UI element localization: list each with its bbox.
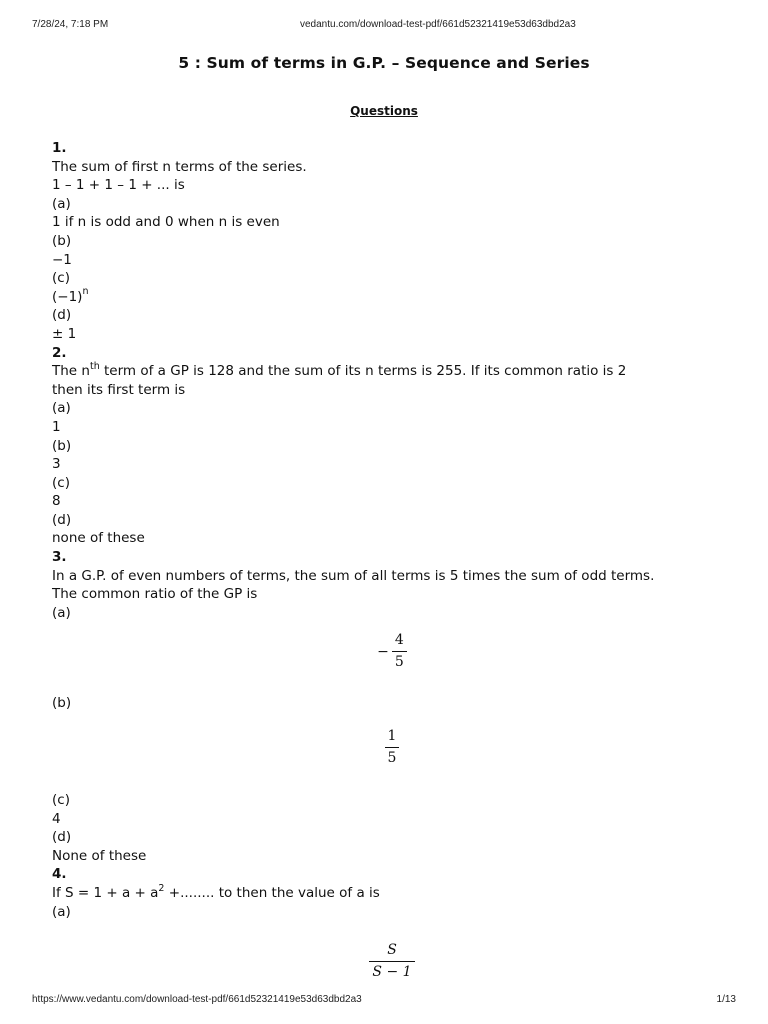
q3-option-a-fraction: [52, 622, 732, 692]
q3-text-line2: The common ratio of the GP is: [52, 586, 258, 603]
q4-option-a-label: (a): [52, 903, 71, 920]
q4-option-a-fraction: [52, 921, 732, 981]
q3-option-a-sign: −: [377, 643, 389, 660]
q1-option-b: −1: [52, 251, 72, 268]
q3-text-line1: In a G.P. of even numbers of terms, the sum of all terms is 5 times the sum of odd terms.: [52, 567, 655, 584]
q1-option-c-label: (c): [52, 270, 70, 287]
q2-option-a: 1: [52, 418, 61, 435]
q3-option-c-label: (c): [52, 792, 70, 809]
print-header-url: vedantu.com/download-test-pdf/661d52321419e53d63dbd2a3: [300, 19, 576, 30]
q3-option-b-numerator: 1: [387, 728, 397, 745]
q1-option-d: ± 1: [52, 325, 77, 342]
q3-option-a-numerator: 4: [394, 632, 404, 649]
q1-option-d-label: (d): [52, 307, 72, 324]
questions-heading: Questions: [350, 104, 418, 118]
q2-option-a-label: (a): [52, 400, 71, 417]
q1-option-a: 1 if n is odd and 0 when n is even: [52, 214, 280, 231]
q1-option-c-exponent: n: [82, 286, 89, 298]
q2-text-line2: then its first term is: [52, 381, 186, 398]
q2-number: 2.: [52, 344, 67, 361]
q4-number: 4.: [52, 866, 67, 883]
q2-text-line1: [52, 362, 732, 381]
print-datetime: 7/28/24, 7:18 PM: [32, 19, 109, 30]
q4-option-a-numerator: S: [387, 942, 397, 959]
q4-text-superscript: 2: [158, 882, 165, 894]
q3-option-d: None of these: [52, 847, 147, 864]
q4-text-post: +........ to then the value of a is: [164, 885, 380, 901]
q1-option-b-label: (b): [52, 232, 72, 249]
q2-option-b: 3: [52, 456, 61, 473]
q2-option-d-label: (d): [52, 511, 72, 528]
q3-option-d-label: (d): [52, 829, 72, 846]
q2-text-post: term of a GP is 128 and the sum of its n terms is 255. If its common ratio is 2: [99, 363, 627, 380]
print-footer-url: https://www.vedantu.com/download-test-pdf/661d52321419e53d63dbd2a3: [32, 994, 362, 1005]
q3-option-c: 4: [52, 810, 61, 827]
q1-option-c-base: (−1): [52, 288, 83, 305]
q2-option-c: 8: [52, 493, 61, 510]
q1-text-line1: The sum of first n terms of the series.: [52, 158, 307, 175]
q4-text-line1: [52, 884, 732, 903]
q2-option-c-label: (c): [52, 474, 70, 491]
q1-option-a-label: (a): [52, 195, 71, 212]
q3-option-b-label: (b): [52, 695, 72, 712]
q2-option-d: none of these: [52, 530, 145, 547]
q1-option-c: [52, 288, 732, 307]
q2-text-pre: The n: [52, 363, 90, 380]
q2-text-superscript: th: [89, 360, 100, 372]
q3-option-a-label: (a): [52, 604, 71, 621]
page-title: 5 : Sum of terms in G.P. – Sequence and Series: [178, 54, 590, 72]
q3-option-a-denominator: 5: [392, 651, 407, 671]
q3-option-b-fraction: [52, 713, 732, 789]
q2-option-b-label: (b): [52, 437, 72, 454]
q4-option-a-denominator: S − 1: [369, 961, 414, 981]
questions-list: [52, 139, 732, 981]
q1-number: 1.: [52, 140, 67, 156]
q1-text-line2: 1 – 1 + 1 – 1 + ... is: [52, 177, 185, 194]
q3-number: 3.: [52, 549, 67, 566]
q4-text-pre: If S = 1 + a + a: [52, 885, 159, 901]
q3-option-b-denominator: 5: [385, 747, 400, 767]
print-page-number: 1/13: [716, 994, 736, 1005]
